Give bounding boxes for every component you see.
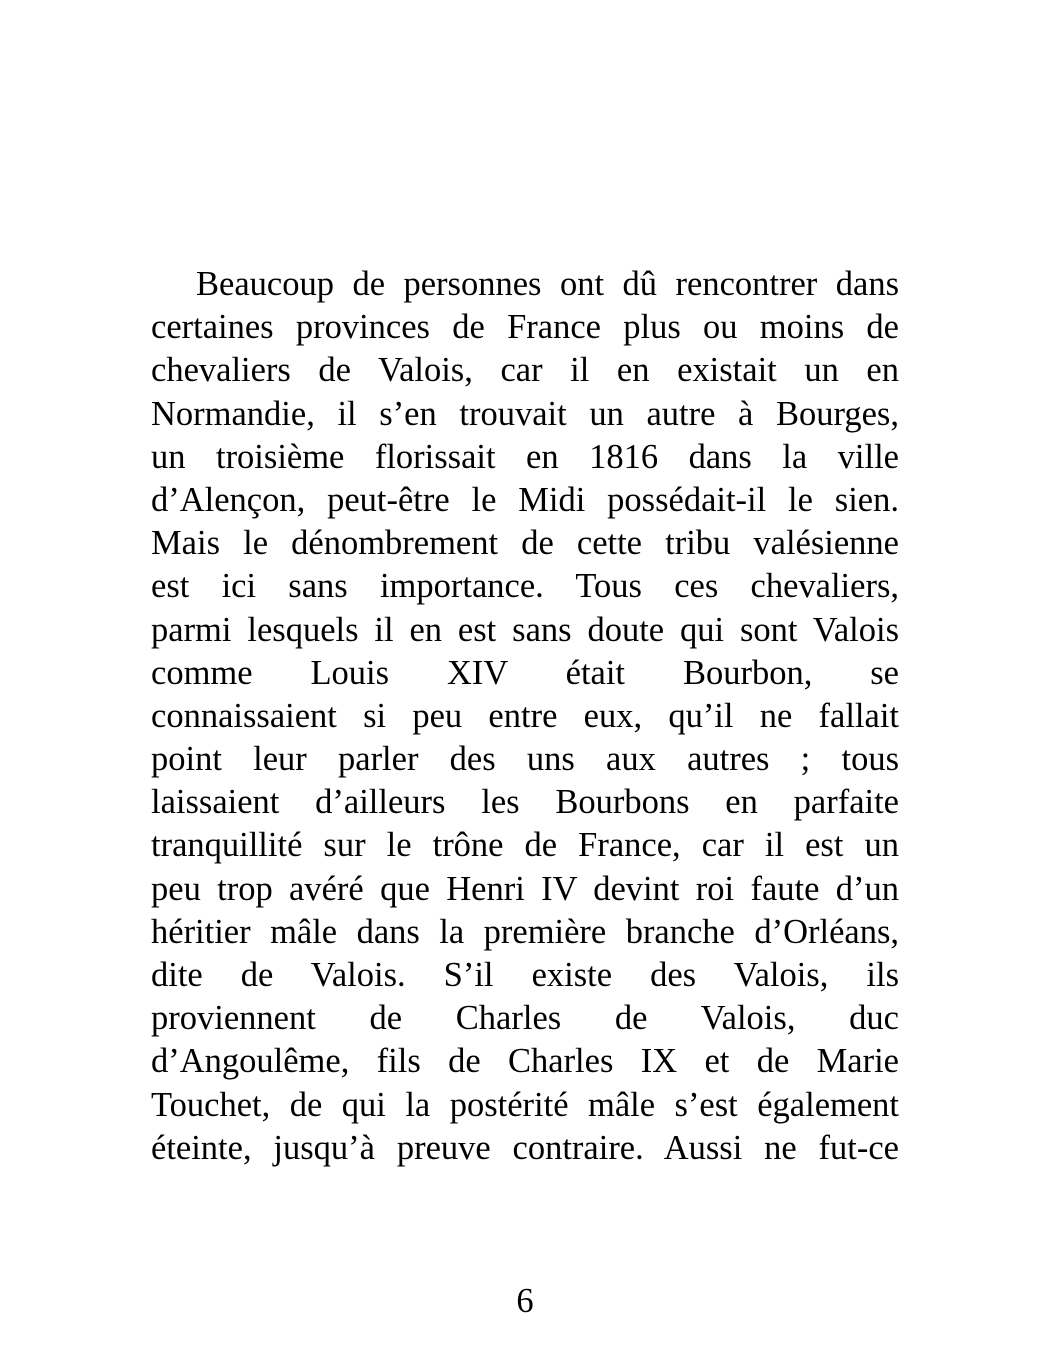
text-line: chevaliers de Valois, car il en existait un en [151,351,899,390]
text-line: connaissaient si peu entre eux, qu’il ne fallait [151,696,899,735]
body-paragraph [151,263,899,1170]
text-line: proviennent de Charles de Valois, duc [151,999,899,1038]
text-line: éteinte, jusqu’à preuve contraire. Aussi ne fut-ce [151,1128,899,1167]
text-line: certaines provinces de France plus ou moins de [151,308,899,347]
text-line: héritier mâle dans la première branche d’Orléans, [151,912,899,951]
text-line: Touchet, de qui la postérité mâle s’est également [151,1085,899,1124]
text-line: peu trop avéré que Henri IV devint roi faute d’un [151,869,899,908]
text-line: dite de Valois. S’il existe des Valois, ils [151,956,899,994]
text-line: point leur parler des uns aux autres ; tous [151,740,899,779]
page-number: 6 [516,1282,534,1320]
text-line: Normandie, il s’en trouvait un autre à Bourges, [151,394,899,433]
text-line: Mais le dénombrement de cette tribu valésienne [151,524,899,563]
text-line: d’Angoulême, fils de Charles IX et de Marie [151,1042,899,1081]
text-line: d’Alençon, peut-être le Midi possédait-il le sien. [151,480,899,519]
text-line: un troisième florissait en 1816 dans la ville [151,437,899,476]
text-line: comme Louis XIV était Bourbon, se [151,653,899,692]
text-line: Beaucoup de personnes ont dû rencontrer dans [196,265,899,303]
text-line: est ici sans importance. Tous ces chevaliers, [151,567,899,606]
text-line: tranquillité sur le trône de France, car il est un [151,826,899,865]
text-line: laissaient d’ailleurs les Bourbons en parfaite [151,783,899,822]
text-line: parmi lesquels il en est sans doute qui sont Valois [151,610,899,649]
